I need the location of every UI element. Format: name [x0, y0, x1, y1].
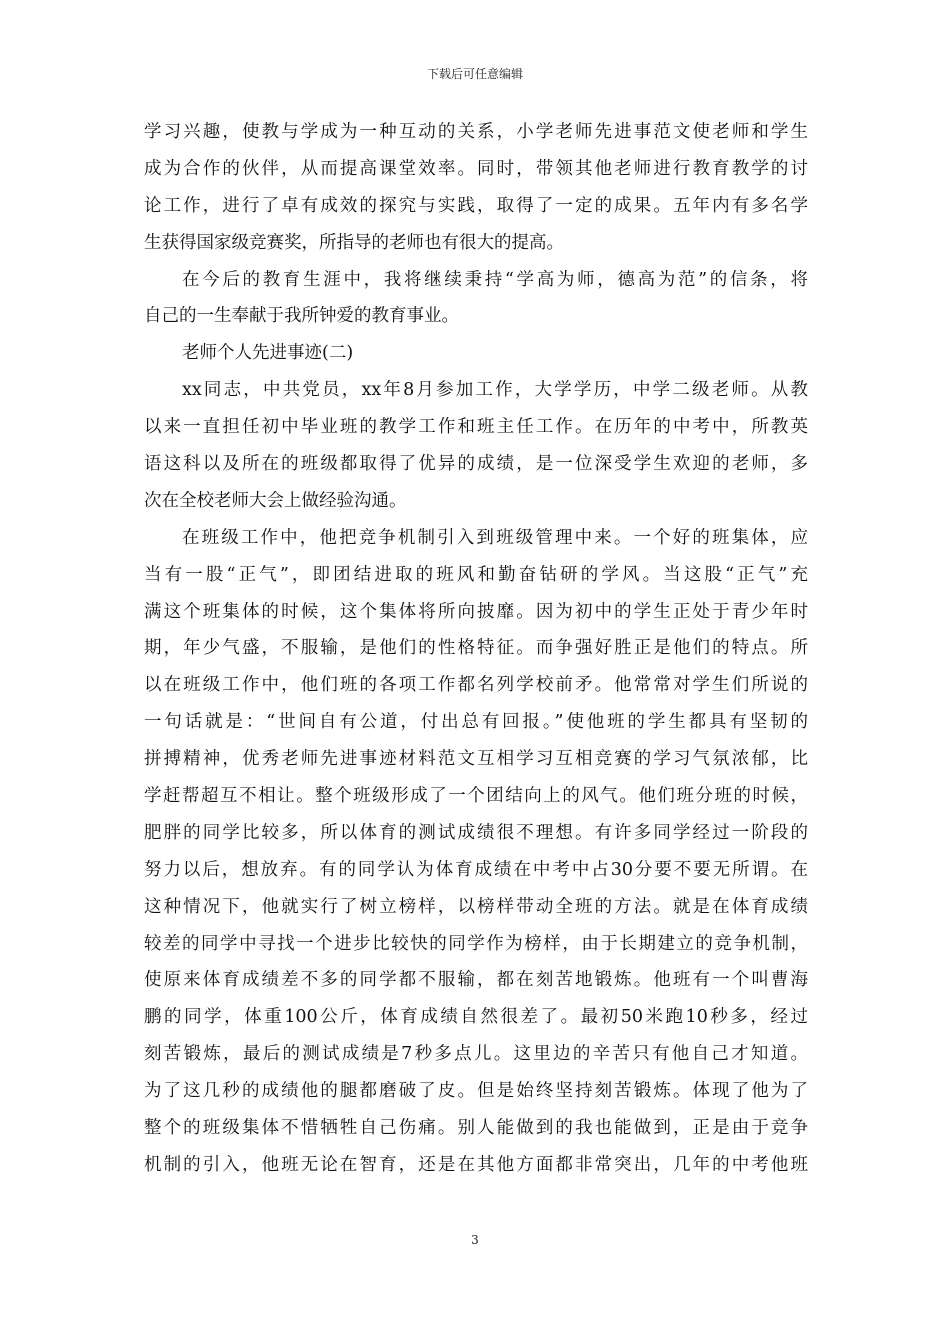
- text-line: 使原来体育成绩差不多的同学都不服输，都在刻苦地锻炼。他班有一个叫曹海: [144, 970, 808, 991]
- text-line: 在班级工作中，他把竞争机制引入到班级管理中来。一个好的班集体，应: [182, 527, 808, 548]
- text-line: 生获得国家级竞赛奖，所指导的老师也有很大的提高。: [144, 232, 564, 253]
- text-line: 次在全校老师大会上做经验沟通。: [144, 490, 407, 511]
- text-line: 以来一直担任初中毕业班的教学工作和班主任工作。在历年的中考中，所教英: [144, 417, 808, 438]
- text-line: 机制的引入，他班无论在智育，还是在其他方面都非常突出，几年的中考他班: [144, 1154, 808, 1175]
- text-line: 论工作，进行了卓有成效的探究与实践，取得了一定的成果。五年内有多名学: [144, 195, 808, 216]
- text-line: 整个的班级集体不惜牺牲自己伤痛。别人能做到的我也能做到，正是由于竞争: [144, 1118, 808, 1139]
- text-line: 老师个人先进事迹(二): [182, 343, 354, 364]
- text-line: xx同志，中共党员，xx年8月参加工作，大学学历，中学二级老师。从教: [182, 380, 808, 401]
- text-line: 较差的同学中寻找一个进步比较快的同学作为榜样，由于长期建立的竞争机制，: [144, 933, 808, 954]
- document-body: [144, 114, 808, 1184]
- text-line: 肥胖的同学比较多，所以体育的测试成绩很不理想。有许多同学经过一阶段的: [144, 822, 808, 843]
- page-number: 3: [471, 1233, 479, 1247]
- text-line: 一句话就是：“世间自有公道，付出总有回报。”使他班的学生都具有坚韧的: [144, 712, 808, 733]
- text-line: 以在班级工作中，他们班的各项工作都名列学校前矛。他常常对学生们所说的: [144, 675, 808, 696]
- text-line: 期，年少气盛，不服输，是他们的性格特征。而争强好胜正是他们的特点。所: [144, 638, 808, 659]
- text-line: 刻苦锻炼，最后的测试成绩是7秒多点儿。这里边的辛苦只有他自己才知道。: [144, 1044, 808, 1065]
- text-line: 这种情况下，他就实行了树立榜样，以榜样带动全班的方法。就是在体育成绩: [144, 896, 808, 917]
- text-line: 语这科以及所在的班级都取得了优异的成绩，是一位深受学生欢迎的老师，多: [144, 454, 808, 475]
- text-line: 努力以后，想放弃。有的同学认为体育成绩在中考中占30分要不要无所谓。在: [144, 859, 808, 880]
- text-line: 为了这几秒的成绩他的腿都磨破了皮。但是始终坚持刻苦锻炼。体现了他为了: [144, 1081, 808, 1102]
- text-line: 当有一股“正气”，即团结进取的班风和勤奋钻研的学风。当这股“正气”充: [144, 564, 808, 585]
- text-line: 鹏的同学，体重100公斤，体育成绩自然很差了。最初50米跑10秒多，经过: [144, 1007, 808, 1028]
- page-header: 下载后可任意编辑: [426, 67, 523, 81]
- text-line: 成为合作的伙伴，从而提高课堂效率。同时，带领其他老师进行教育教学的讨: [144, 158, 808, 179]
- text-line: 拼搏精神，优秀老师先进事迹材料范文互相学习互相竞赛的学习气氛浓郁，比: [144, 749, 808, 770]
- text-line: 学赶帮超互不相让。整个班级形成了一个团结向上的风气。他们班分班的时候，: [144, 786, 808, 807]
- text-line: 自己的一生奉献于我所钟爱的教育事业。: [144, 306, 459, 327]
- text-line: 学习兴趣，使教与学成为一种互动的关系，小学老师先进事范文使老师和学生: [144, 122, 808, 142]
- text-line: 满这个班集体的时候，这个集体将所向披靡。因为初中的学生正处于青少年时: [144, 601, 808, 622]
- text-line: 在今后的教育生涯中，我将继续秉持“学高为师，德高为范”的信条，将: [182, 269, 808, 290]
